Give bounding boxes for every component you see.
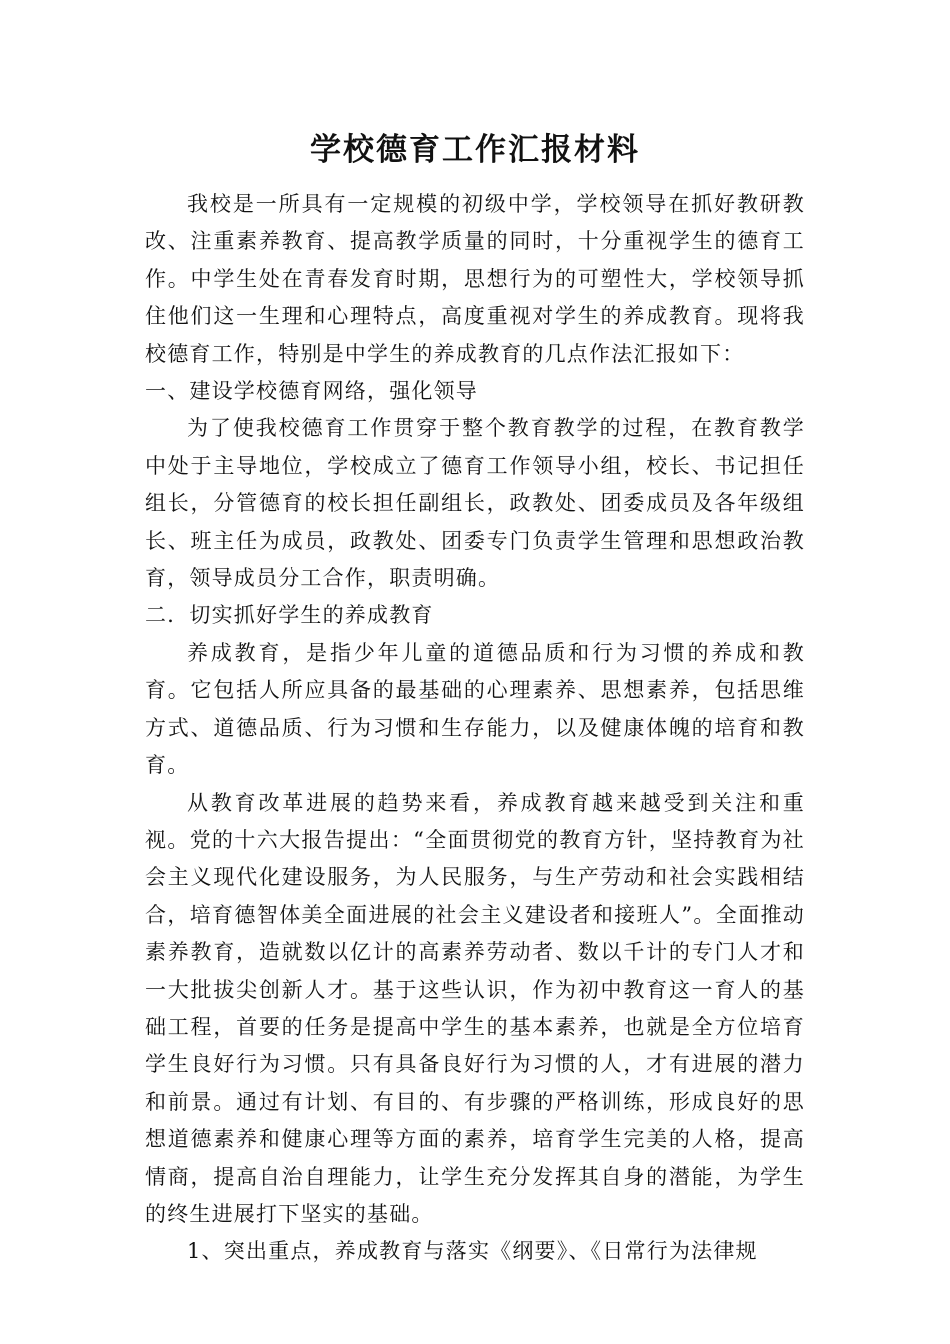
paragraph-item-1: 1、突出重点，养成教育与落实《纲要》、《日常行为法律规 (187, 1239, 758, 1264)
document-title: 学校德育工作汇报材料 (310, 132, 640, 168)
section-heading-1: 一、建设学校德育网络，强化领导 (145, 379, 478, 404)
paragraph-intro: 我校是一所具有一定规模的初级中学，学校领导在抓好教研教改、注重素养教育、提高教学质量的同时，十分重视学生的德育工作。中学生处在青春发育时期，思想行为的可塑性大，学校领导抓住他们这一生理和心理特点，高度重视对学生的养成教育。现将我校德育工作，特别是中学生的养成教育的几点作法汇报如下： (145, 192, 805, 366)
section-heading-2: 二．切实抓好学生的养成教育 (145, 603, 434, 628)
document-body (145, 186, 805, 1271)
paragraph-network: 为了使我校德育工作贯穿于整个教育教学的过程，在教育教学中处于主导地位，学校成立了德育工作领导小组，校长、书记担任组长，分管德育的校长担任副组长，政教处、团委成员及各年级组长、班主任为成员，政教处、团委专门负责学生管理和思想政治教育，领导成员分工合作，职责明确。 (145, 416, 805, 591)
paragraph-definition: 养成教育，是指少年儿童的道德品质和行为习惯的养成和教育。它包括人所应具备的最基础的心理素养、思想素养，包括思维方式、道德品质、行为习惯和生存能力，以及健康体魄的培育和教育。 (145, 640, 805, 778)
paragraph-trend: 从教育改革进展的趋势来看，养成教育越来越受到关注和重视。党的十六大报告提出：“全面贯彻党的教育方针，坚持教育为社会主义现代化建设服务，为人民服务，与生产劳动和社会实践相结合，培育德智体美全面进展的社会主义建设者和接班人”。全面推动素养教育，造就数以亿计的高素养劳动者、数以千计的专门人才和一大批拔尖创新人才。基于这些认识，作为初中教育这一育人的基础工程，首要的任务是提高中学生的基本素养，也就是全方位培育学生良好行为习惯。只有具备良好行为习惯的人，才有进展的潜力和前景。通过有计划、有目的、有步骤的严格训练，形成良好的思想道德素养和健康心理等方面的素养，培育学生完美的人格，提高情商，提高自治自理能力，让学生充分发挥其自身的潜能，为学生的终生进展打下坚实的基础。 (145, 790, 805, 1226)
